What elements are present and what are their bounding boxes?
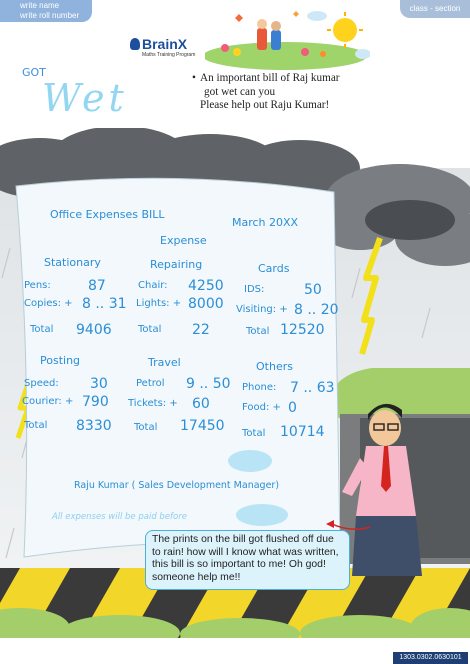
posting-row1-value: 30 [90,376,108,392]
bill-heading: Expense [160,234,207,247]
posting-header: Posting [40,354,81,367]
bill-signature: Raju Kumar ( Sales Development Manager) [74,480,280,491]
intro-line-1: An important bill of Raj kumar [200,72,340,84]
intro-line-2: got wet can you [204,85,276,98]
repairing-header: Repairing [150,258,203,271]
posting-row2-value: 790 [82,394,109,410]
stationery-row2-label: Copies: + [24,298,73,309]
stationery-row1-label: Pens: [24,280,51,291]
logo-subtitle: Maths Training Program [142,52,196,58]
posting-total-label: Total [24,420,48,431]
intro-bullet: • [192,72,196,84]
repairing-row2-value: 8000 [188,296,224,312]
name-label: write name [20,1,60,10]
repairing-total-label: Total [138,324,162,335]
roll-label: write roll number [20,11,80,20]
stationery-header: Stationary [44,256,101,269]
stationery-total-label: Total [30,324,54,335]
travel-row2-value: 60 [192,396,210,412]
travel-row1-label: Petrol [136,378,165,389]
posting-total-value: 8330 [76,418,112,434]
others-total-label: Total [242,428,266,439]
cards-row1-value: 50 [304,282,322,298]
intro-text [192,72,370,113]
cards-row2-value: 8 .. 20 [294,302,339,318]
bill-date: March 20XX [232,216,299,229]
bill-title: Office Expenses BILL [50,208,165,221]
travel-row1-value: 9 .. 50 [186,376,231,392]
footer-text: BrainX Math Training Program. Visit LogicRoots.com for more math games and activities [14,648,300,657]
travel-header: Travel [148,356,181,369]
cards-row1-label: IDS: [244,284,265,295]
name-roll-box [0,0,92,22]
speech-bubble [145,530,350,590]
others-row2-label: Food: + [242,402,281,413]
repairing-row1-value: 4250 [188,278,224,294]
stationery-row1-value: 87 [88,278,106,294]
stationery-row2-value: 8 .. 31 [82,296,127,312]
intro-line-3: Please help out Raju Kumar! [200,99,330,111]
footer-code: 1303.0302.0630101 [393,652,468,664]
speech-bubble-text: The prints on the bill got flushed off due to rain! how will I know what was written, this bill is so important to me! Oh god! someone help me!! [152,534,339,583]
others-row1-label: Phone: [242,382,277,393]
brainx-logo [130,36,210,58]
repairing-row1-label: Chair: [138,280,168,291]
cards-total-value: 12520 [280,322,325,338]
others-total-value: 10714 [280,424,325,440]
travel-row2-label: Tickets: + [128,398,178,409]
repairing-row2-label: Lights: + [136,298,182,309]
repairing-total-value: 22 [192,322,210,338]
others-row1-value: 7 .. 63 [290,380,335,396]
ink-smudge [228,450,272,472]
bulb-icon [130,38,140,50]
wet-title: Wet [42,76,128,120]
others-row2-value: 0 [288,400,297,416]
cards-row2-label: Visiting: + [236,304,288,315]
travel-total-label: Total [134,422,158,433]
class-section-box [400,0,470,18]
others-header: Others [256,360,293,373]
ink-smudge [236,504,288,526]
class-label: class - section [409,4,461,13]
logo-title: BrainX [142,36,188,52]
bill-faded-line: All expenses will be paid before [52,512,187,522]
travel-total-value: 17450 [180,418,225,434]
got-title: GOT [22,66,46,79]
posting-row1-label: Speed: [24,378,59,389]
kids-garden-illustration [205,8,370,70]
cards-total-label: Total [246,326,270,337]
posting-row2-label: Courier: + [22,396,74,407]
cards-header: Cards [258,262,290,275]
stationery-total-value: 9406 [76,322,112,338]
